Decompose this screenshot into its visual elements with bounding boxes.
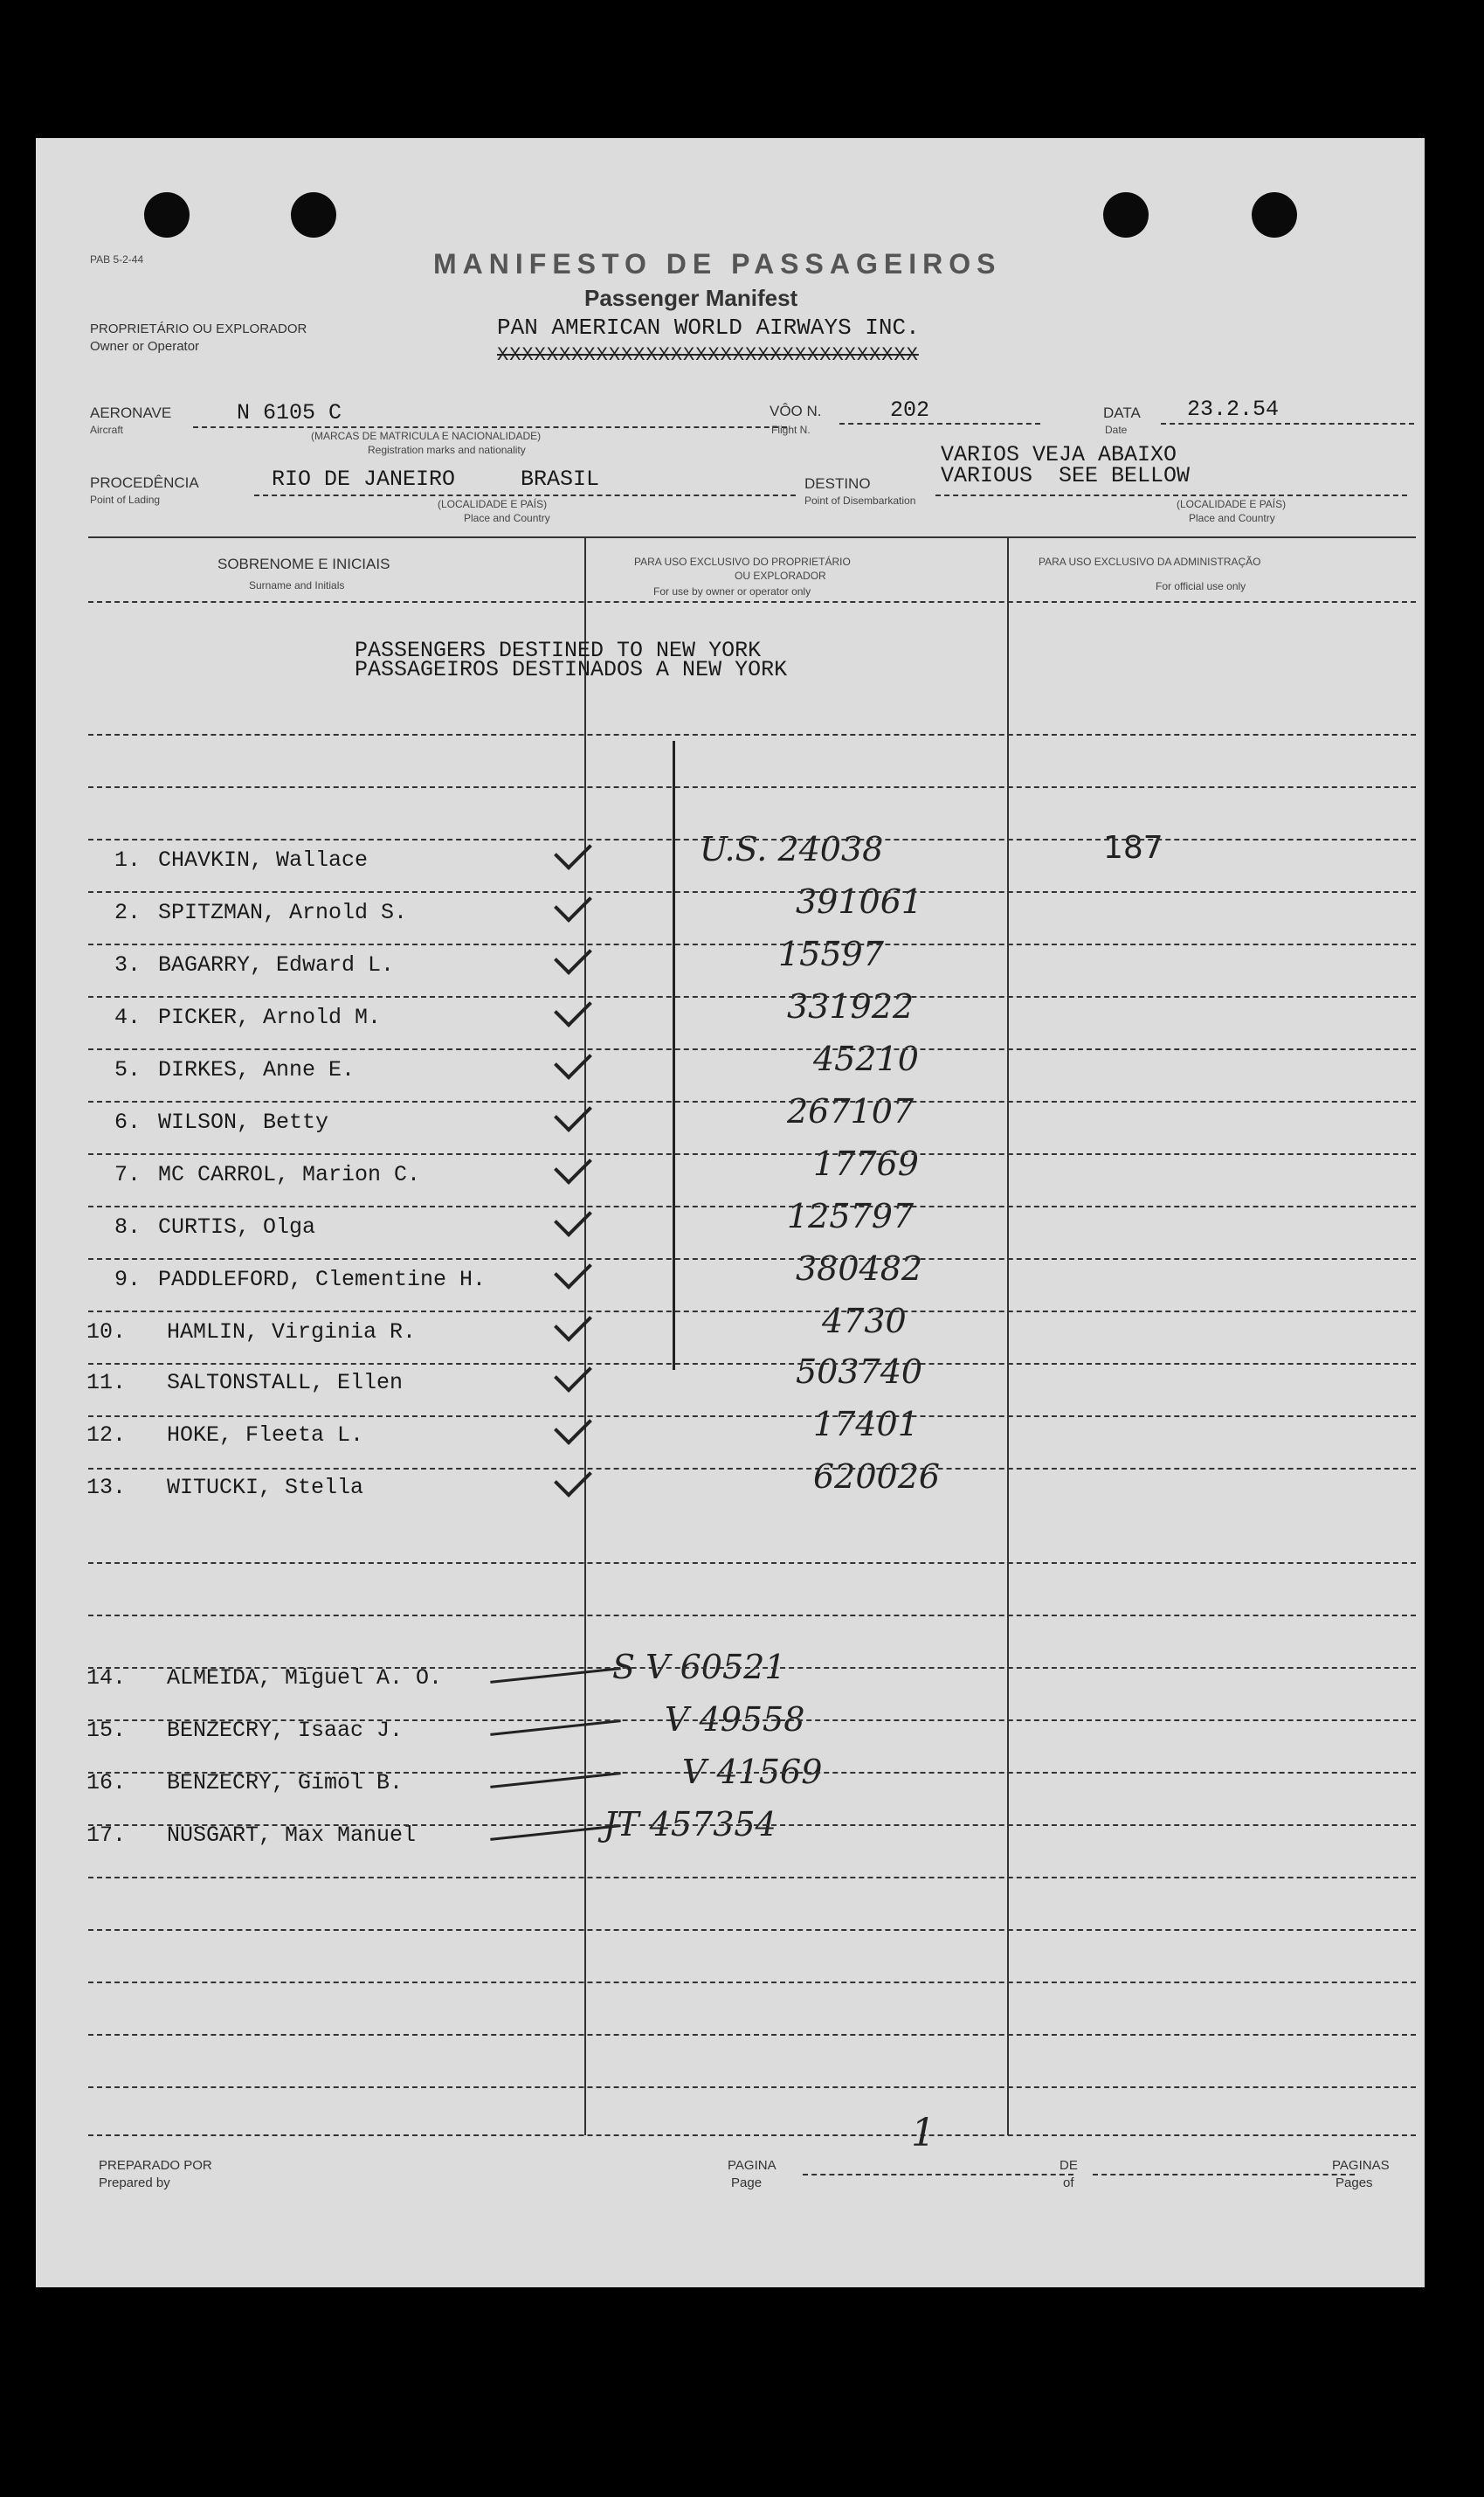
passenger-name: BAGARRY, Edward L. <box>158 952 395 978</box>
check-mark-icon <box>554 1094 592 1132</box>
check-mark-icon <box>554 1251 592 1290</box>
check-mark-icon <box>554 1354 592 1393</box>
of-label: DE <box>1060 2158 1078 2173</box>
row-number: 8. <box>114 1214 141 1240</box>
aircraft-label-en: Aircraft <box>90 424 124 436</box>
col-admin-header: PARA USO EXCLUSIVO DA ADMINISTRAÇÃO <box>1039 556 1261 568</box>
passenger-name: NUSGART, Max Manuel <box>167 1823 417 1848</box>
row-number: 11. <box>86 1370 127 1395</box>
punch-hole-icon <box>1252 192 1297 238</box>
date-label-en: Date <box>1105 424 1128 436</box>
passenger-name: HOKE, Fleeta L. <box>167 1422 364 1448</box>
date-label: DATA <box>1103 405 1141 421</box>
row-number: 17. <box>86 1823 127 1848</box>
row-number: 13. <box>86 1475 127 1500</box>
table-bottom-rule <box>88 2134 1416 2136</box>
flight-value: 202 <box>890 398 930 423</box>
aircraft-label: AERONAVE <box>90 405 172 421</box>
col-surname-header-en: Surname and Initials <box>249 579 345 591</box>
row-divider <box>88 1772 1416 1774</box>
pages-label: PAGINAS <box>1332 2158 1390 2173</box>
col-admin-header-en: For official use only <box>1156 580 1246 592</box>
divider <box>803 2174 1073 2175</box>
check-mark-icon <box>554 884 592 923</box>
row-number: 12. <box>86 1422 127 1448</box>
document-number: 125797 <box>787 1197 915 1235</box>
row-number: 5. <box>114 1057 141 1082</box>
registration-note-en: Registration marks and nationality <box>368 444 526 456</box>
punch-hole-icon <box>144 192 190 238</box>
passenger-name: CURTIS, Olga <box>158 1214 316 1240</box>
page-label-en: Page <box>731 2175 763 2190</box>
aircraft-value: N 6105 C <box>237 400 342 425</box>
document-number: JT 457354 <box>604 1805 777 1843</box>
col-surname-header: SOBRENOME E INICIAIS <box>217 556 390 572</box>
arrow-icon <box>490 1772 620 1788</box>
row-divider <box>88 2034 1416 2036</box>
row-divider <box>88 1929 1416 1931</box>
check-mark-icon <box>554 1304 592 1342</box>
of-label-en: of <box>1063 2175 1074 2190</box>
passenger-name: CHAVKIN, Wallace <box>158 847 369 873</box>
check-mark-icon <box>554 1041 592 1080</box>
col-owner-header: PARA USO EXCLUSIVO DO PROPRIETÁRIO <box>634 556 851 568</box>
row-number: 3. <box>114 952 141 978</box>
arrow-icon <box>490 1667 620 1684</box>
check-mark-icon <box>554 1407 592 1445</box>
passenger-name: WILSON, Betty <box>158 1110 329 1135</box>
place-note-origin: (LOCALIDADE E PAÍS) <box>438 498 548 510</box>
document-number: 380482 <box>796 1249 923 1288</box>
row-divider <box>88 1048 1416 1050</box>
dest-label-en: Point of Disembarkation <box>804 495 916 507</box>
check-mark-icon <box>554 1146 592 1185</box>
row-number: 9. <box>114 1267 141 1292</box>
row-divider <box>88 1982 1416 1983</box>
row-divider <box>88 1258 1416 1260</box>
arrow-icon <box>490 1824 620 1841</box>
row-divider <box>88 1562 1416 1564</box>
dest-line1: VARIOS VEJA ABAIXO <box>941 442 1177 467</box>
flight-label-en: Flight N. <box>771 424 811 436</box>
prepared-label: PREPARADO POR <box>99 2158 212 2173</box>
row-divider <box>88 1363 1416 1365</box>
document-number: 4730 <box>822 1302 907 1340</box>
table-top-rule <box>88 536 1416 538</box>
column-divider <box>584 536 586 2135</box>
divider <box>254 495 796 496</box>
row-divider <box>88 1153 1416 1155</box>
row-divider <box>88 1615 1416 1616</box>
row-divider <box>88 2086 1416 2088</box>
passenger-name: BENZECRY, Gimol B. <box>167 1770 404 1795</box>
section-heading-en: PASSENGERS DESTINED TO NEW YORK <box>355 638 762 663</box>
document-number: S V 60521 <box>612 1648 786 1686</box>
flight-label: VÔO N. <box>770 403 822 419</box>
passenger-name: SALTONSTALL, Ellen <box>167 1370 404 1395</box>
row-number: 2. <box>114 900 141 925</box>
row-divider <box>88 1206 1416 1207</box>
document-number: 15597 <box>778 935 884 973</box>
row-divider <box>88 944 1416 945</box>
pages-label-en: Pages <box>1336 2175 1373 2190</box>
row-number: 1. <box>114 847 141 873</box>
form-subtitle: Passenger Manifest <box>584 285 798 311</box>
row-divider <box>88 1824 1416 1826</box>
place-note-dest: (LOCALIDADE E PAÍS) <box>1177 498 1287 510</box>
admin-value: 187 <box>1103 830 1163 866</box>
document-number: U.S. 24038 <box>700 830 884 868</box>
form-code: PAB 5-2-44 <box>90 253 144 266</box>
col-owner-header-en: For use by owner or operator only <box>653 585 811 598</box>
row-divider <box>88 1468 1416 1470</box>
owner-label: PROPRIETÁRIO OU EXPLORADOR <box>90 322 307 336</box>
form-title: MANIFESTO DE PASSAGEIROS <box>433 248 1002 280</box>
passenger-name: MC CARROL, Marion C. <box>158 1162 421 1187</box>
row-divider <box>88 1877 1416 1878</box>
document-number: 331922 <box>787 987 915 1026</box>
row-number: 7. <box>114 1162 141 1187</box>
place-note-origin-en: Place and Country <box>464 512 550 524</box>
document-number: 267107 <box>787 1092 915 1131</box>
page-label: PAGINA <box>728 2158 777 2173</box>
row-divider <box>88 996 1416 998</box>
check-mark-icon <box>554 937 592 975</box>
check-mark-icon <box>554 989 592 1027</box>
registration-note: (MARCAS DE MATRICULA E NACIONALIDADE) <box>311 430 542 442</box>
dest-line2: VARIOUS SEE BELLOW <box>941 463 1191 488</box>
origin-label-en: Point of Lading <box>90 494 161 506</box>
punch-hole-icon <box>291 192 336 238</box>
passenger-name: PICKER, Arnold M. <box>158 1005 382 1030</box>
row-divider <box>88 734 1416 736</box>
document-number: 503740 <box>796 1352 923 1391</box>
passenger-name: DIRKES, Anne E. <box>158 1057 355 1082</box>
arrow-icon <box>490 1719 620 1736</box>
owner-label-en: Owner or Operator <box>90 339 200 354</box>
origin-label: PROCEDÊNCIA <box>90 474 199 491</box>
row-number: 6. <box>114 1110 141 1135</box>
col-owner-header-2: OU EXPLORADOR <box>735 570 826 582</box>
passenger-name: WITUCKI, Stella <box>167 1475 364 1500</box>
document-number: V 49558 <box>665 1700 805 1739</box>
row-number: 14. <box>86 1665 127 1691</box>
table-header-rule <box>88 601 1416 603</box>
row-number: 16. <box>86 1770 127 1795</box>
dest-label: DESTINO <box>804 475 871 492</box>
check-mark-icon <box>554 832 592 870</box>
row-number: 10. <box>86 1319 127 1345</box>
passenger-name: PADDLEFORD, Clementine H. <box>158 1267 487 1292</box>
row-divider <box>88 1667 1416 1669</box>
document-number: 391061 <box>796 882 923 921</box>
prepared-label-en: Prepared by <box>99 2175 170 2190</box>
divider <box>935 495 1407 496</box>
document-number: V 41569 <box>682 1753 823 1791</box>
check-mark-icon <box>554 1459 592 1498</box>
row-divider <box>88 1719 1416 1721</box>
bracket-line <box>673 741 675 1370</box>
manifest-sheet <box>36 138 1425 2287</box>
column-divider <box>1007 536 1009 2135</box>
divider <box>839 423 1040 425</box>
document-number: 17769 <box>813 1145 919 1183</box>
document-number: 620026 <box>813 1457 941 1496</box>
row-number: 4. <box>114 1005 141 1030</box>
row-divider <box>88 1101 1416 1103</box>
document-number: 17401 <box>813 1405 919 1443</box>
row-divider <box>88 1415 1416 1417</box>
operator-name: PAN AMERICAN WORLD AIRWAYS INC. <box>497 315 920 341</box>
row-number: 15. <box>86 1718 127 1743</box>
row-divider <box>88 839 1416 840</box>
date-value: 23.2.54 <box>1187 397 1280 422</box>
document-number: 45210 <box>813 1040 919 1078</box>
passenger-name: HAMLIN, Virginia R. <box>167 1319 417 1345</box>
punch-hole-icon <box>1103 192 1149 238</box>
divider <box>1161 423 1414 425</box>
section-heading-pt: PASSAGEIROS DESTINADOS A NEW YORK <box>355 657 788 682</box>
passenger-name: BENZECRY, Isaac J. <box>167 1718 404 1743</box>
passenger-name: SPITZMAN, Arnold S. <box>158 900 408 925</box>
divider <box>1093 2174 1355 2175</box>
divider <box>193 426 787 428</box>
operator-struck: XXXXXXXXXXXXXXXXXXXXXXXXXXXXXXXXXX <box>497 344 919 366</box>
row-divider <box>88 786 1416 788</box>
row-divider <box>88 1311 1416 1312</box>
passenger-name: ALMEIDA, Miguel A. O. <box>167 1665 443 1691</box>
row-divider <box>88 891 1416 893</box>
check-mark-icon <box>554 1199 592 1237</box>
place-note-dest-en: Place and Country <box>1189 512 1275 524</box>
origin-value: RIO DE JANEIRO BRASIL <box>272 467 600 492</box>
page-number: 1 <box>911 2111 935 2155</box>
